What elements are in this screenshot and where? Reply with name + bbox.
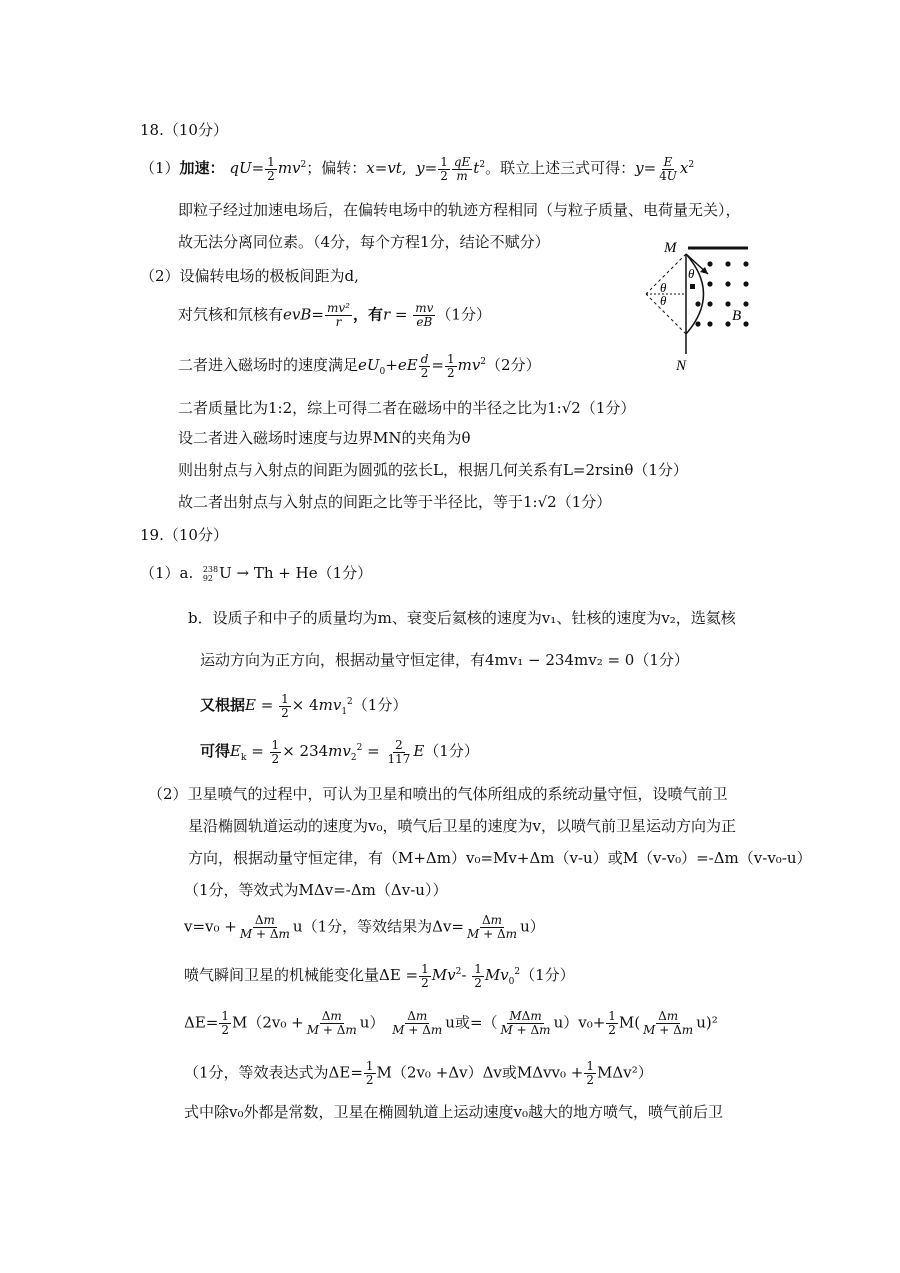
magnetic-field-diagram (636, 236, 776, 376)
theta-left: θ (660, 280, 667, 295)
q19-part2-text4: （1分，等效式为MΔv=-Δm（Δv-u）） (184, 881, 448, 899)
q19-part2-text3: 方向，根据动量守恒定律，有（M+Δm）v₀=Mv+Δm（v-u）或M（v-v₀）=-Δm（v-v₀-u） (188, 849, 812, 867)
q19-part2-velocity: v=v₀ + $\frac{\Delta m}{M + \Delta m}$ u（1分，等效结果为Δv= $\frac{\Delta m}{M + \Delta m}$ u） (184, 913, 545, 941)
q19-part1b-text1: b．设质子和中子的质量均为m、衰变后氦核的速度为v₁、钍核的速度为v₂，选氦核 (188, 609, 736, 627)
q18-part1-text2: 故无法分离同位素。（4分，每个方程1分，结论不赋分） (178, 233, 550, 251)
q19-part2-conclusion: 式中除v₀外都是常数，卫星在椭圆轨道上运动速度v₀越大的地方喷气，喷气前后卫 (184, 1103, 723, 1121)
q19-part2-equivalent: （1分，等效表达式为ΔE= $\frac{1}{2}$ M（2v₀ +Δv）Δv或MΔvv₀ + $\frac{1}{2}$ MΔv²） (184, 1059, 653, 1087)
q18-part2-intro: （2）设偏转电场的极板间距为d, (140, 267, 359, 285)
q18-part2-velocity: 二者进入磁场时的速度满足$eU_0+eE$ $\frac{d}{2}$ = $\frac{1}{2}$ $mv^2(2$分） (178, 351, 541, 380)
q19-part1b-text2: 运动方向为正方向，根据动量守恒定律，有4mv₁ − 234mv₂ = 0（1分） (200, 651, 689, 669)
q18-part2-radius: 对氕核和氘核有evB= $\frac{\text{mv²}}{r}$ ，有r = $\frac{mv}{eB}$ （1分） (178, 301, 491, 329)
q19-part2-energy: 喷气瞬间卫星的机械能变化量ΔE = $\frac{1}{2}$ Mv$^2$- $\frac{1}{2}$ $Mv_0^2(1$分） (184, 961, 575, 990)
theta-left-2: θ (660, 293, 667, 308)
q18-part2-text6: 则出射点与入射点的间距为圆弧的弦长L，根据几何关系有L=2rsinθ（1分） (178, 461, 688, 479)
q18-part2-text7: 故二者出射点与入射点的间距之比等于半径比，等于1:√2（1分） (178, 493, 612, 511)
label-B: B (732, 308, 742, 324)
q19-part1a: （1）a. 238 92 U → Th + He（1分） (140, 564, 373, 583)
entry-marker (690, 284, 695, 289)
label-M: M (664, 240, 677, 256)
q18-header: 18.（10分） (140, 121, 228, 139)
q19-part2-text1: （2）卫星喷气的过程中，可认为卫星和喷出的气体所组成的系统动量守恒，设喷气前卫 (148, 785, 728, 803)
q18-part2-text5: 设二者进入磁场时速度与边界MN的夹角为θ (178, 429, 471, 447)
q19-part2-energy-expanded: ΔE= $\frac{1}{2}$ M（2v₀ + $\frac{\Delta m}{M + \Delta m}$ u） $\frac{\Delta m}{M + \Delta m}$ u或=（ $\frac{\text{MΔm}}{M + \Delta m}$ u）v₀+ $\frac{1}{2}$ M( $\frac{\Delta m}{M + \Delta m}$ u)² (184, 1009, 718, 1037)
q18-part1-formulas: （1）加速： qU= $\frac{1}{2}$ $mv^2$；偏转：x=vt, y= $\frac{1}{2}$ $\frac{qE}{m}$ $t^2$。联立上述三式可得：y= $\frac{E}{4U}$ $x^2$ (140, 154, 695, 183)
q19-header: 19.（10分） (140, 526, 228, 544)
theta-top: θ (688, 266, 695, 281)
label-N: N (676, 358, 687, 374)
q19-part2-text2: 星沿椭圆轨道运动的速度为v₀，喷气后卫星的速度为v，以喷气前卫星运动方向为正 (188, 817, 736, 835)
q19-part1b-result: 可得$E_k$ = $\frac{1}{2}$ × $234mv_2^2$ = $\frac{2}{117}$ E（1分） (200, 737, 479, 766)
q18-part1-text1: 即粒子经过加速电场后，在偏转电场中的轨迹方程相同（与粒子质量、电荷量无关）， (178, 201, 741, 219)
q18-part2-text4: 二者质量比为1:2，综上可得二者在磁场中的半径之比为1:√2（1分） (178, 399, 636, 417)
q19-part1b-energy: 又根据E = $\frac{1}{2}$ × $4mv_1^2(1$分） (200, 691, 408, 720)
